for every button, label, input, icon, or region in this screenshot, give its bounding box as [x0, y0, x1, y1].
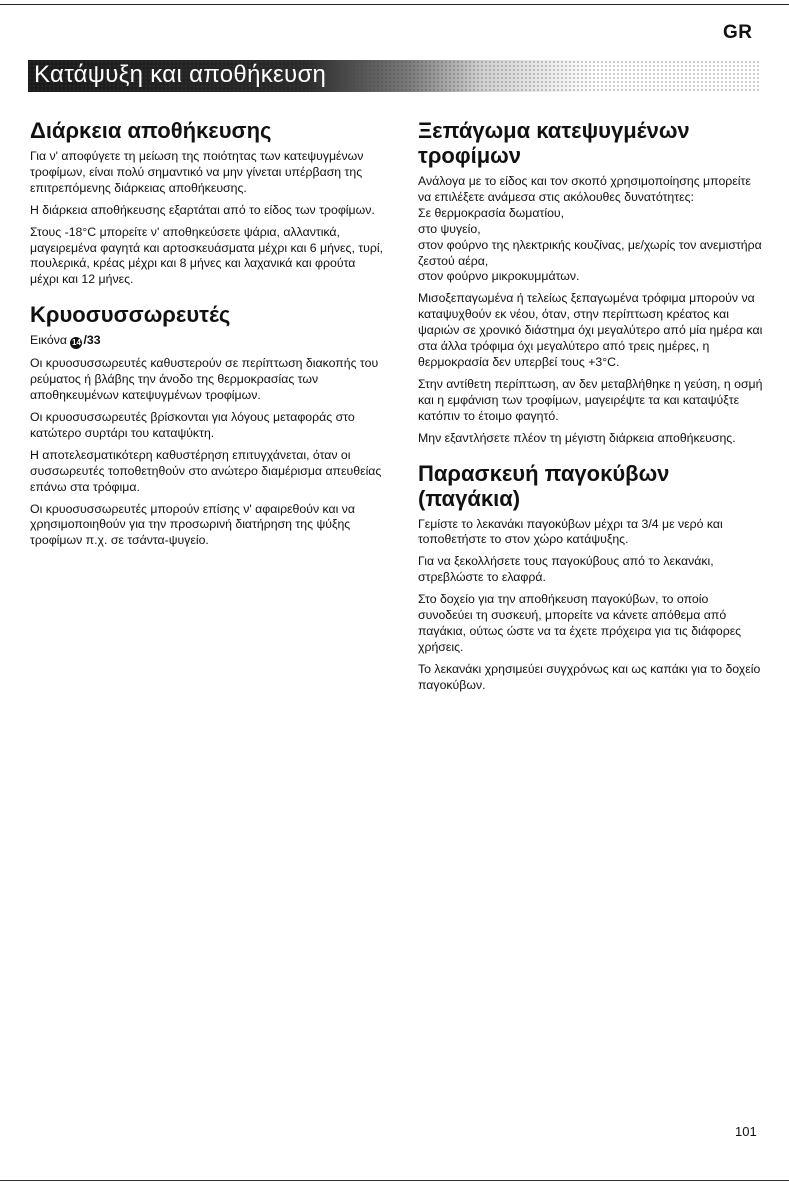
- heading-ice-cubes: Παρασκευή παγοκύβων (παγάκια): [418, 460, 670, 511]
- figure-suffix: /33: [83, 333, 101, 348]
- paragraph: Στην αντίθετη περίπτωση, αν δεν μεταβλήθηκε η γεύση, η οσμή και η εμφάνιση των τροφίμων, μαγειρέψτε τα και καταψύξτε κατόπιν το έτοιμο φαγητό.: [418, 376, 763, 423]
- paragraph: Οι κρυοσυσσωρευτές καθυστερούν σε περίπτωση διακοπής του ρεύματος ή βλάβης την άνοδο της θερμοκρασίας των αποθηκευμένων κατεψυγμένων τροφίμων.: [30, 356, 379, 403]
- paragraph: Μισοξεπαγωμένα ή τελείως ξεπαγωμένα τρόφιμα μπορούν να καταψυχθούν εκ νέου, όταν, στην περίπτωση κρέατος και ψαριών σε χρονικό διάστημα όχι μεγαλύτερο από μία ημέρα και στα άλλα τρόφιμα όχι μεγαλύτερο από τρεις ημέρες, η θερμοκρασία δεν υπερβεί τους +3°C.: [418, 291, 763, 369]
- figure-label: Εικόνα: [30, 333, 68, 348]
- paragraph: Η αποτελεσματικότερη καθυστέρηση επιτυγχάνεται, όταν οι συσσωρευτές τοποθετηθούν στο ανώτερο διαμέρισμα απευθείας επάνω στα τρόφιμα.: [30, 447, 382, 494]
- language-code: GR: [723, 22, 753, 43]
- heading-storage-duration: Διάρκεια αποθήκευσης: [30, 118, 272, 143]
- paragraph: Στο δοχείο για την αποθήκευση παγοκύβων, το οποίο συνοδεύει τη συσκευή, μπορείτε να κάνετε απόθεμα από παγάκια, ούτως ώστε να τα έχετε πρόχειρα για τις διάφορες χρήσεις.: [418, 592, 742, 654]
- option-oven: στον φούρνο της ηλεκτρικής κουζίνας, με/χωρίς τον ανεμιστήρα ζεστού αέρα,: [418, 237, 762, 268]
- paragraph: Για να ξεκολλήσετε τους παγοκύβους από το λεκανάκι, στρεβλώστε το ελαφρά.: [418, 554, 714, 585]
- paragraph: Για ν' αποφύγετε τη μείωση της ποιότητας των κατεψυγμένων τροφίμων, είναι πολύ σημαντικό να μην γίνεται υπέρβαση της επιτρεπόμενης διάρκειας αποθήκευσης.: [30, 149, 364, 195]
- section-banner: [28, 60, 760, 92]
- paragraph: Γεμίστε το λεκανάκι παγοκύβων μέχρι τα 3/4 με νερό και τοποθετήστε το στον χώρο κατάψυξης.: [418, 516, 723, 547]
- option-refrigerator: στο ψυγείο,: [418, 221, 481, 236]
- top-rule: [0, 4, 789, 5]
- paragraph: Οι κρυοσυσσωρευτές βρίσκονται για λόγους μεταφοράς στο κατώτερο συρτάρι του καταψύκτη.: [30, 409, 355, 440]
- paragraph: Η διάρκεια αποθήκευσης εξαρτάται από το είδος των τροφίμων.: [30, 202, 375, 217]
- left-column: [30, 118, 386, 555]
- figure-reference: [30, 333, 386, 349]
- banner-title: Κατάψυξη και αποθήκευση: [34, 61, 327, 88]
- right-column: [418, 118, 764, 700]
- paragraph: Οι κρυοσυσσωρευτές μπορούν επίσης ν' αφαιρεθούν και να χρησιμοποιηθούν για την προσωρινή διατήρηση της ψύξης τροφίμων π.χ. σε τσάντα-ψυγείο.: [30, 501, 356, 548]
- paragraph: Στους -18°C μπορείτε ν' αποθηκεύσετε ψάρια, αλλαντικά, μαγειρεμένα φαγητά και αρτοσκευάσματα μέχρι και 6 μήνες, τυρί, πουλερικά, κρέας μέχρι και 8 μήνες και λαχανικά και φρούτα μέχρι και 12 μήνες.: [30, 224, 384, 287]
- option-microwave: στον φούρνο μικροκυμμάτων.: [418, 269, 580, 284]
- paragraph: [418, 174, 764, 285]
- bottom-rule: [0, 1180, 789, 1181]
- heading-cold-accumulators: Κρυοσυσσωρευτές: [30, 302, 231, 328]
- heading-defrosting: Ξεπάγωμα κατεψυγμένων τροφίμων: [418, 118, 690, 168]
- paragraph: Το λεκανάκι χρησιμεύει συγχρόνως και ως καπάκι για το δοχείο παγοκύβων.: [418, 661, 761, 692]
- figure-marker: 14: [72, 338, 81, 348]
- paragraph: Μην εξαντλήσετε πλέον τη μέγιστη διάρκεια αποθήκευσης.: [418, 430, 736, 445]
- page-number: 101: [735, 1124, 757, 1139]
- figure-number: [70, 333, 100, 347]
- paragraph-intro: Ανάλογα με το είδος και τον σκοπό χρησιμοποίησης μπορείτε να επιλέξετε ανάμεσα στις ακόλουθες δυνατότητες:: [418, 174, 751, 204]
- option-room-temperature: Σε θερμοκρασία δωματίου,: [418, 205, 565, 220]
